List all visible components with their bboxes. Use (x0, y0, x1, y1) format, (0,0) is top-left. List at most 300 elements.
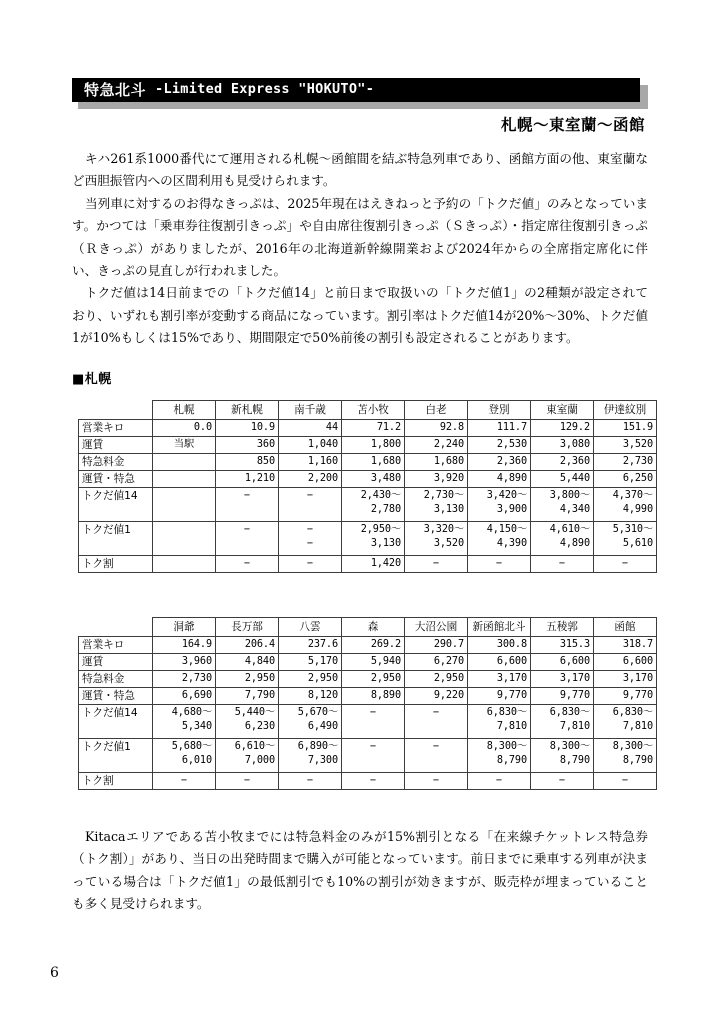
cell-value-primary: 315.3 (559, 639, 590, 650)
cell-value-primary: 6,600 (559, 656, 590, 668)
station-header: 新函館北斗 (468, 618, 531, 637)
table-cell (153, 454, 216, 471)
table-corner-cell (79, 401, 153, 420)
cell-value-primary: − (558, 775, 566, 787)
table-cell (405, 654, 468, 671)
table-cell (342, 671, 405, 688)
table-cell (594, 437, 657, 454)
paragraph: キハ261系1000番代にて運用される札幌〜函館間を結ぶ特急列車であり、函館方面の他、東室蘭など西胆振管内への区間利用も見受けられます。 (72, 151, 648, 189)
station-header: 長万部 (216, 618, 279, 637)
row-label: トクだ値14 (79, 488, 153, 522)
table-cell (405, 705, 468, 739)
table-cell (405, 420, 468, 437)
cell-value-primary: 6,600 (622, 656, 653, 668)
cell-value-primary: 6,610〜 (234, 741, 275, 753)
cell-value-primary: 850 (256, 456, 275, 468)
table-row (79, 522, 657, 556)
row-label: 運賃 (79, 654, 153, 671)
cell-value-primary: 206.4 (244, 639, 275, 650)
cell-value-primary: 4,840 (244, 656, 275, 668)
table-cell (342, 471, 405, 488)
table-row (79, 488, 657, 522)
table-cell (405, 671, 468, 688)
cell-value-secondary: 5,340 (181, 720, 212, 732)
cell-value-primary: 8,300〜 (549, 741, 590, 753)
table-cell (342, 773, 405, 790)
table-row (79, 705, 657, 739)
row-label: 運賃 (79, 437, 153, 454)
table-cell (279, 488, 342, 522)
cell-value-primary: 2,950 (433, 673, 464, 685)
cell-value-primary: 5,670〜 (297, 707, 338, 719)
row-label: トクだ値14 (79, 705, 153, 739)
cell-value-primary: 2,950〜 (360, 524, 401, 536)
section-heading-sapporo: ■札幌 (72, 372, 112, 387)
table-cell (279, 437, 342, 454)
table-cell (216, 739, 279, 773)
paragraph: トクだ値は14日前までの「トクだ値14」と前日まで取扱いの「トクだ値1」の2種類が設定されており、いずれも割引率が変動する商品になっています。割引率はトクだ値14が20%〜30%、トクだ値1が10%もしくは15%であり、期間限定で50%前後の割引も設定されることがあります。 (72, 285, 648, 346)
cell-value-primary: 2,240 (433, 439, 464, 451)
table-cell (342, 420, 405, 437)
row-label: 営業キロ (79, 420, 153, 437)
station-header: 洞爺 (153, 618, 216, 637)
cell-value-primary: 6,690 (181, 690, 212, 702)
table-cell (468, 705, 531, 739)
station-header: 五稜郭 (531, 618, 594, 637)
row-label: トク割 (79, 556, 153, 573)
station-header: 伊達紋別 (594, 401, 657, 420)
table-cell (153, 556, 216, 573)
cell-value-primary: 3,920 (433, 473, 464, 485)
cell-value-primary: 6,830〜 (612, 707, 653, 719)
table-cell (594, 488, 657, 522)
table-cell (342, 488, 405, 522)
table-cell (405, 688, 468, 705)
table-cell (405, 454, 468, 471)
table-cell (216, 420, 279, 437)
fare-table-2-wrapper (78, 617, 657, 790)
intro-paragraphs (72, 148, 648, 350)
table-cell (342, 654, 405, 671)
table-cell (468, 637, 531, 654)
cell-value-primary: 3,080 (559, 439, 590, 451)
table-cell (594, 556, 657, 573)
station-header: 森 (342, 618, 405, 637)
table-cell (468, 654, 531, 671)
paragraph: Kitacaエリアである苫小牧までには特急料金のみが15%割引となる「在来線チケットレス特急券（トク割）」があり、当日の出発時間まで購入が可能となっています。前日までに乗車する列車が決まっている場合は「トクだ値1」の最低割引でも10%の割引が効きますが、販売枠が埋まっていることも多く見受けられます。 (72, 829, 648, 912)
table-cell (216, 437, 279, 454)
table-cell (531, 454, 594, 471)
cell-value-primary: 3,170 (559, 673, 590, 685)
table-row (79, 688, 657, 705)
station-header: 東室蘭 (531, 401, 594, 420)
cell-value-primary: − (243, 558, 251, 570)
cell-value-primary: 1,800 (370, 439, 401, 451)
cell-value-primary: 5,170 (307, 656, 338, 668)
table-row (79, 739, 657, 773)
table-cell (594, 739, 657, 773)
cell-value-primary: 111.7 (496, 422, 527, 433)
table-cell (594, 705, 657, 739)
table-cell (405, 773, 468, 790)
cell-value-primary: 44 (325, 422, 338, 433)
table-cell (216, 454, 279, 471)
cell-value-primary: 9,220 (433, 690, 464, 702)
table-cell (405, 522, 468, 556)
table-cell (216, 688, 279, 705)
cell-value-primary: − (369, 775, 377, 787)
table-cell (531, 637, 594, 654)
cell-value-primary: − (306, 524, 314, 536)
table-cell (468, 688, 531, 705)
cell-value-primary: 6,600 (496, 656, 527, 668)
table-cell (216, 773, 279, 790)
table-cell (468, 522, 531, 556)
cell-value-primary: − (432, 775, 440, 787)
cell-value-secondary: 3,130 (370, 537, 401, 549)
cell-value-primary: 269.2 (370, 639, 401, 650)
table-cell (531, 739, 594, 773)
cell-value-secondary: 5,610 (622, 537, 653, 549)
cell-value-primary: 1,680 (433, 456, 464, 468)
cell-value-primary: 237.6 (307, 639, 338, 650)
table-cell (153, 671, 216, 688)
table-cell (279, 739, 342, 773)
table-cell (342, 522, 405, 556)
table-cell (342, 705, 405, 739)
table-cell (153, 688, 216, 705)
cell-value-primary: 6,250 (622, 473, 653, 485)
station-header: 白老 (405, 401, 468, 420)
cell-value-primary: 4,680〜 (171, 707, 212, 719)
table-cell (216, 654, 279, 671)
row-label: 特急料金 (79, 671, 153, 688)
table-cell (342, 637, 405, 654)
cell-value-primary: 1,040 (307, 439, 338, 451)
cell-value-primary: − (432, 707, 440, 719)
row-label: トク割 (79, 773, 153, 790)
cell-value-primary: 2,430〜 (360, 490, 401, 502)
cell-value-primary: 2,360 (496, 456, 527, 468)
table-cell (405, 437, 468, 454)
cell-value-primary: 2,950 (307, 673, 338, 685)
table-row (79, 654, 657, 671)
station-header: 札幌 (153, 401, 216, 420)
cell-value-primary: 10.9 (250, 422, 275, 433)
cell-value-primary: 5,680〜 (171, 741, 212, 753)
cell-value-primary: 8,890 (370, 690, 401, 702)
table-cell (468, 773, 531, 790)
cell-value-primary: 164.9 (181, 639, 212, 650)
table-cell (216, 671, 279, 688)
cell-value-primary: − (243, 524, 251, 536)
table-cell (468, 454, 531, 471)
table-cell (531, 437, 594, 454)
cell-value-secondary: 6,230 (244, 720, 275, 732)
fare-table-1-wrapper (78, 400, 657, 573)
cell-value-primary: 2,730 (622, 456, 653, 468)
cell-value-primary: 129.2 (559, 422, 590, 433)
table-cell (153, 739, 216, 773)
cell-value-primary: 1,680 (370, 456, 401, 468)
table-cell (531, 671, 594, 688)
table-row (79, 556, 657, 573)
table-cell (531, 420, 594, 437)
station-header: 八雲 (279, 618, 342, 637)
table-cell (531, 488, 594, 522)
table-cell (279, 522, 342, 556)
cell-value-secondary: 6,010 (181, 754, 212, 766)
table-cell (594, 454, 657, 471)
table-cell (531, 471, 594, 488)
title-english: -Limited Express "HOKUTO"- (155, 81, 375, 98)
row-label: トクだ値1 (79, 739, 153, 773)
table-cell (594, 654, 657, 671)
cell-value-primary: 92.8 (439, 422, 464, 433)
cell-value-primary: 1,420 (370, 558, 401, 570)
cell-value-primary: 2,950 (244, 673, 275, 685)
table-cell (531, 556, 594, 573)
cell-value-primary: 5,940 (370, 656, 401, 668)
table-row (79, 471, 657, 488)
table-cell (153, 437, 216, 454)
table-cell (405, 471, 468, 488)
cell-value-primary: 2,950 (370, 673, 401, 685)
table-row (79, 454, 657, 471)
cell-value-primary: − (369, 707, 377, 719)
row-label: 運賃・特急 (79, 471, 153, 488)
table-row (79, 773, 657, 790)
cell-value-primary: 4,370〜 (612, 490, 653, 502)
table-row (79, 671, 657, 688)
fare-table-2 (78, 617, 657, 790)
cell-value-primary: 360 (256, 439, 275, 451)
row-label: 運賃・特急 (79, 688, 153, 705)
station-header: 大沼公園 (405, 618, 468, 637)
cell-value-primary: 71.2 (376, 422, 401, 433)
table-cell (279, 688, 342, 705)
table-cell (279, 773, 342, 790)
cell-value-secondary: 8,790 (622, 754, 653, 766)
closing-paragraphs (72, 826, 648, 916)
table-cell (342, 556, 405, 573)
table-cell (594, 637, 657, 654)
table-cell (279, 637, 342, 654)
cell-value-primary: 3,960 (181, 656, 212, 668)
table-cell (153, 654, 216, 671)
cell-value-primary: − (306, 490, 314, 502)
cell-value-primary: 8,300〜 (612, 741, 653, 753)
cell-value-primary: 8,300〜 (486, 741, 527, 753)
cell-value-primary: 6,830〜 (549, 707, 590, 719)
table-cell (468, 739, 531, 773)
cell-value-primary: 5,440 (559, 473, 590, 485)
cell-value-secondary: 4,340 (559, 503, 590, 515)
table-cell (216, 705, 279, 739)
table-row (79, 437, 657, 454)
station-header: 登別 (468, 401, 531, 420)
table-cell (216, 522, 279, 556)
table-cell (594, 522, 657, 556)
table-corner-cell (79, 618, 153, 637)
cell-value-secondary: 8,790 (559, 754, 590, 766)
cell-value-primary: 当駅 (173, 439, 195, 451)
table-cell (153, 773, 216, 790)
cell-value-primary: 318.7 (622, 639, 653, 650)
table-cell (153, 522, 216, 556)
cell-value-primary: 151.9 (622, 422, 653, 433)
cell-value-primary: − (432, 741, 440, 753)
table-cell (594, 471, 657, 488)
cell-value-primary: 3,520 (622, 439, 653, 451)
cell-value-primary: 2,530 (496, 439, 527, 451)
cell-value-secondary: 7,810 (559, 720, 590, 732)
table-cell (279, 556, 342, 573)
table-cell (279, 471, 342, 488)
table-cell (531, 654, 594, 671)
cell-value-primary: − (558, 558, 566, 570)
table-cell (279, 454, 342, 471)
cell-value-primary: 5,310〜 (612, 524, 653, 536)
table-cell (153, 420, 216, 437)
cell-value-primary: 5,440〜 (234, 707, 275, 719)
title-banner (72, 78, 648, 106)
cell-value-secondary: 6,490 (307, 720, 338, 732)
cell-value-primary: 3,420〜 (486, 490, 527, 502)
table-cell (468, 420, 531, 437)
cell-value-primary: − (495, 558, 503, 570)
table-cell (405, 637, 468, 654)
table-cell (342, 437, 405, 454)
row-label: 営業キロ (79, 637, 153, 654)
table-cell (279, 671, 342, 688)
cell-value-primary: 4,890 (496, 473, 527, 485)
page-number: 6 (50, 965, 59, 981)
cell-value-primary: 1,210 (244, 473, 275, 485)
cell-value-primary: 4,150〜 (486, 524, 527, 536)
table-cell (531, 773, 594, 790)
cell-value-primary: 6,270 (433, 656, 464, 668)
table-row (79, 637, 657, 654)
table-cell (405, 556, 468, 573)
cell-value-primary: 9,770 (559, 690, 590, 702)
cell-value-primary: 9,770 (622, 690, 653, 702)
table-cell (405, 488, 468, 522)
table-cell (531, 688, 594, 705)
table-cell (153, 705, 216, 739)
cell-value-primary: 6,830〜 (486, 707, 527, 719)
table-cell (153, 488, 216, 522)
cell-value-primary: 3,170 (496, 673, 527, 685)
table-cell (531, 705, 594, 739)
station-header: 函館 (594, 618, 657, 637)
cell-value-primary: − (369, 741, 377, 753)
station-header: 新札幌 (216, 401, 279, 420)
table-cell (342, 454, 405, 471)
cell-value-primary: − (432, 558, 440, 570)
cell-value-primary: 2,200 (307, 473, 338, 485)
cell-value-secondary: 3,900 (496, 503, 527, 515)
cell-value-primary: 300.8 (496, 639, 527, 650)
table-cell (153, 637, 216, 654)
cell-value-secondary: 7,810 (496, 720, 527, 732)
station-header: 南千歳 (279, 401, 342, 420)
table-cell (279, 705, 342, 739)
cell-value-secondary: 8,790 (496, 754, 527, 766)
table-cell (594, 688, 657, 705)
cell-value-secondary: 7,300 (307, 754, 338, 766)
table-cell (216, 637, 279, 654)
table-cell (468, 437, 531, 454)
cell-value-secondary: 4,890 (559, 537, 590, 549)
station-header: 苫小牧 (342, 401, 405, 420)
cell-value-secondary: 3,520 (433, 537, 464, 549)
cell-value-secondary: − (306, 537, 314, 549)
table-cell (468, 671, 531, 688)
cell-value-primary: − (243, 490, 251, 502)
paragraph: 当列車に対するのお得なきっぷは、2025年現在はえきねっと予約の「トクだ値」のみとなっています。かつては「乗車券往復割引きっぷ」や自由席往復割引きっぷ（Ｓきっぷ）・指定席往復割引きっぷ（Ｒきっぷ）がありましたが、2016年の北海道新幹線開業および2024年からの全席指定席化に伴い、きっぷの見直しが行われました。 (72, 195, 648, 279)
table-cell (342, 688, 405, 705)
cell-value-primary: 3,320〜 (423, 524, 464, 536)
table-cell (594, 671, 657, 688)
cell-value-secondary: 3,130 (433, 503, 464, 515)
table-cell (468, 471, 531, 488)
cell-value-primary: − (243, 775, 251, 787)
cell-value-primary: 7,790 (244, 690, 275, 702)
title-banner-bar (72, 78, 640, 102)
cell-value-primary: 2,360 (559, 456, 590, 468)
fare-table-1 (78, 400, 657, 573)
table-cell (216, 471, 279, 488)
title-japanese: 特急北斗 (84, 80, 147, 99)
cell-value-primary: 3,800〜 (549, 490, 590, 502)
table-cell (531, 522, 594, 556)
table-cell (216, 488, 279, 522)
cell-value-primary: 6,890〜 (297, 741, 338, 753)
table-row (79, 420, 657, 437)
cell-value-primary: − (180, 775, 188, 787)
cell-value-primary: − (621, 558, 629, 570)
cell-value-primary: 8,120 (307, 690, 338, 702)
table-cell (594, 420, 657, 437)
cell-value-secondary: 4,990 (622, 503, 653, 515)
cell-value-primary: 2,730〜 (423, 490, 464, 502)
cell-value-secondary: 2,780 (370, 503, 401, 515)
cell-value-primary: − (621, 775, 629, 787)
cell-value-primary: − (306, 775, 314, 787)
cell-value-primary: 3,480 (370, 473, 401, 485)
table-cell (594, 773, 657, 790)
table-cell (279, 654, 342, 671)
cell-value-primary: − (495, 775, 503, 787)
table-cell (342, 739, 405, 773)
cell-value-secondary: 4,390 (496, 537, 527, 549)
cell-value-primary: 9,770 (496, 690, 527, 702)
cell-value-primary: 4,610〜 (549, 524, 590, 536)
table-cell (468, 488, 531, 522)
cell-value-secondary: 7,000 (244, 754, 275, 766)
route-subtitle: 札幌〜東室蘭〜函館 (500, 116, 645, 134)
cell-value-primary: 2,730 (181, 673, 212, 685)
table-cell (279, 420, 342, 437)
table-cell (153, 471, 216, 488)
row-label: トクだ値1 (79, 522, 153, 556)
cell-value-secondary: 7,810 (622, 720, 653, 732)
cell-value-primary: 290.7 (433, 639, 464, 650)
table-cell (468, 556, 531, 573)
cell-value-primary: − (306, 558, 314, 570)
cell-value-primary: 3,170 (622, 673, 653, 685)
